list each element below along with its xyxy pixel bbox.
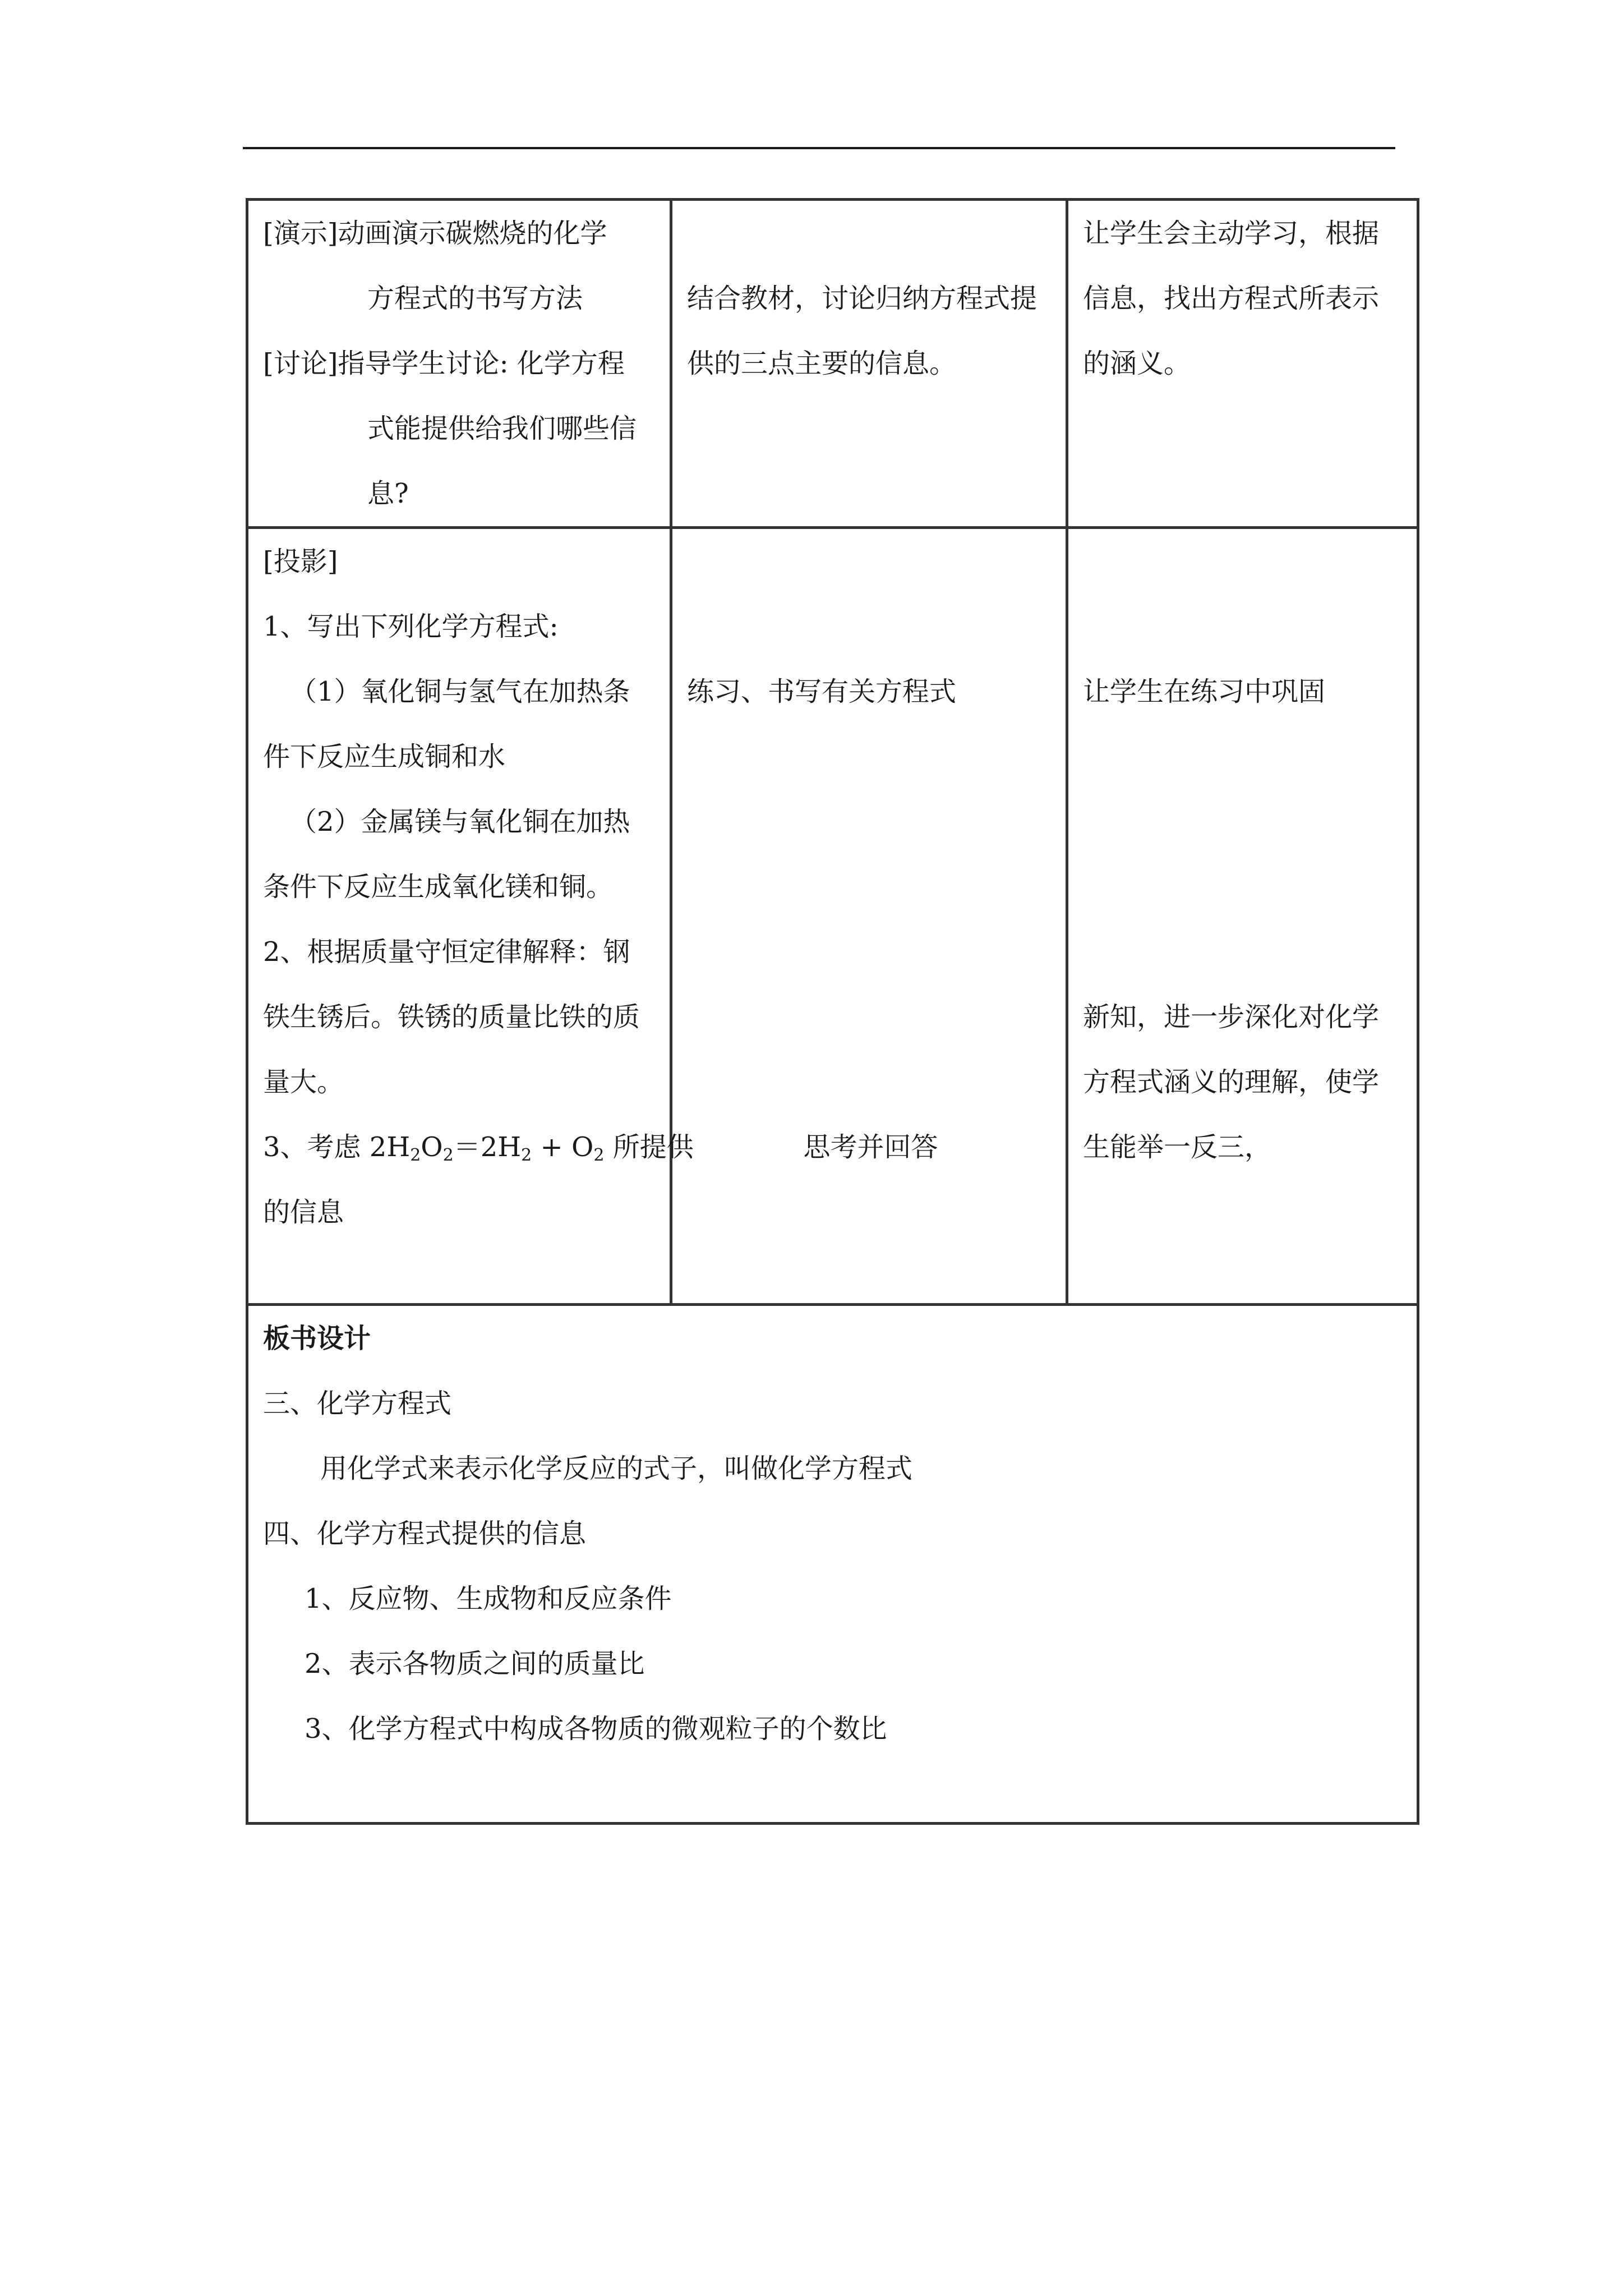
teacher-activity-cell xyxy=(247,200,671,528)
teacher-line: 息? xyxy=(367,478,409,509)
teacher-line: [讨论]指导学生讨论: 化学方程 xyxy=(263,348,625,379)
design-intent-cell xyxy=(1067,200,1418,528)
table-row xyxy=(247,200,1418,528)
table-row xyxy=(247,1305,1418,1824)
teacher-line: 的信息 xyxy=(263,1197,344,1228)
board-line: 三、化学方程式 xyxy=(263,1388,452,1419)
teacher-line: 条件下反应生成氧化镁和铜。 xyxy=(263,871,614,903)
board-line: 1、反应物、生成物和反应条件 xyxy=(305,1583,672,1614)
intent-line: 方程式涵义的理解，使学 xyxy=(1083,1066,1380,1098)
board-title: 板书设计 xyxy=(263,1323,371,1354)
teacher-line: 1、写出下列化学方程式: xyxy=(263,611,559,642)
student-line: 结合教材，讨论归纳方程式提 xyxy=(687,283,1038,314)
equation-line: 3、考虑 $2H_2O_2=2H_2 + O_2$ 所提供 xyxy=(263,1131,694,1165)
board-design-cell xyxy=(247,1305,1418,1824)
lesson-table xyxy=(246,198,1419,1825)
student-activity-cell xyxy=(671,200,1067,528)
board-line: 四、化学方程式提供的信息 xyxy=(263,1518,587,1549)
teacher-line: 2、根据质量守恒定律解释：钢 xyxy=(263,936,630,968)
intent-line: 生能举一反三， xyxy=(1083,1131,1272,1163)
board-line: 3、化学方程式中构成各物质的微观粒子的个数比 xyxy=(305,1713,887,1745)
header-rule xyxy=(243,147,1395,149)
teacher-line: （1）氧化铜与氢气在加热条 xyxy=(290,676,630,707)
teacher-line: （2）金属镁与氧化铜在加热 xyxy=(290,806,630,838)
intent-line: 新知，进一步深化对化学 xyxy=(1083,1001,1380,1033)
student-line: 供的三点主要的信息。 xyxy=(687,348,957,379)
teacher-line: 铁生锈后。铁锈的质量比铁的质 xyxy=(263,1001,640,1033)
teacher-activity-cell xyxy=(247,528,694,1305)
table-row xyxy=(247,528,1418,1305)
teacher-line: [投影] xyxy=(263,546,338,577)
teacher-line: 件下反应生成铜和水 xyxy=(263,741,506,772)
design-intent-cell xyxy=(1067,528,1418,1305)
teacher-line: 方程式的书写方法 xyxy=(367,283,583,314)
teacher-line: 量大。 xyxy=(263,1066,344,1098)
intent-line: 的涵义。 xyxy=(1083,348,1191,379)
teacher-line: [演示]动画演示碳燃烧的化学 xyxy=(263,218,607,249)
student-line: 练习、书写有关方程式 xyxy=(687,676,957,707)
student-line: 思考并回答 xyxy=(803,1131,938,1163)
board-line: 2、表示各物质之间的质量比 xyxy=(305,1648,645,1680)
intent-line: 让学生会主动学习，根据 xyxy=(1083,218,1380,249)
board-line: 用化学式来表示化学反应的式子，叫做化学方程式 xyxy=(320,1453,913,1484)
teacher-line: 式能提供给我们哪些信 xyxy=(367,413,637,444)
intent-line: 信息，找出方程式所表示 xyxy=(1083,283,1380,314)
student-activity-cell xyxy=(671,528,1067,1305)
intent-line: 让学生在练习中巩固 xyxy=(1083,676,1326,707)
